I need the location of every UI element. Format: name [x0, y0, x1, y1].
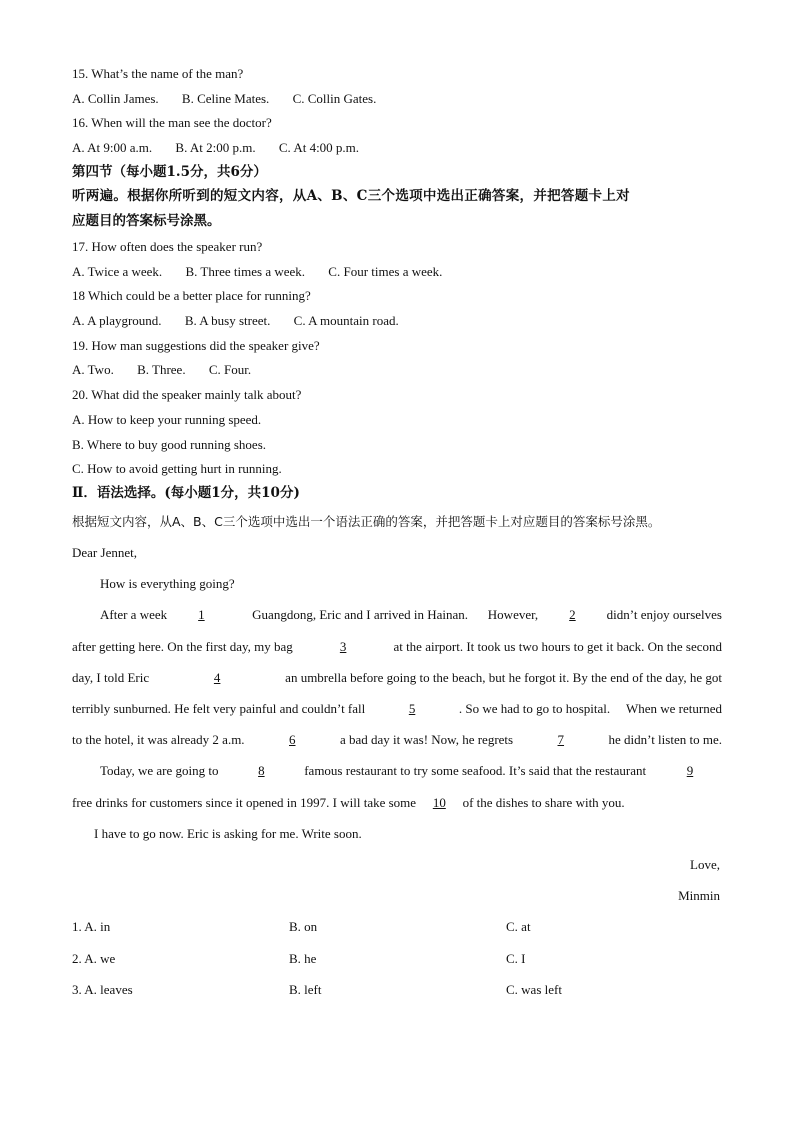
blank-10: 10 — [432, 795, 446, 810]
question-16-stem: 16. When will the man see the doctor? — [72, 115, 272, 130]
letter-paragraph-3: I have to go now. Eric is asking for me. Write soon. — [94, 826, 362, 841]
letter-paragraph-0: How is everything going? — [100, 576, 235, 591]
text: However, 2 didn’t enjoy ourselves — [487, 607, 722, 622]
option-a: A. At 9:00 a.m. — [72, 140, 153, 155]
blank-4: 4 — [213, 670, 221, 685]
question-18-stem: 18 Which could be a better place for running? — [72, 288, 311, 303]
option-c: C. A mountain road. — [293, 313, 399, 328]
question-18-options — [72, 313, 399, 329]
question-20-option-b: B. Where to buy good running shoes. — [72, 437, 267, 452]
section-4-instruction-line2: 应题目的答案标号涂黑。 — [72, 213, 221, 229]
option-c: C. Collin Gates. — [292, 91, 377, 106]
section-4-instruction-line1: 听两遍。根据你所听到的短文内容，从A、B、C三个选项中选出正确答案，并把答题卡上对 — [72, 188, 630, 204]
option-c: C. At 4:00 p.m. — [278, 140, 360, 155]
option-a: A. A playground. — [72, 313, 162, 328]
grammar-option-2c: C. I — [506, 951, 526, 966]
letter-p1-line2 — [72, 639, 722, 655]
option-c: C. Four times a week. — [328, 264, 443, 279]
grammar-option-1a: 1. A. in — [72, 919, 111, 934]
question-19-options — [72, 362, 251, 378]
section-4-title: 第四节（每小题1.5分，共6分） — [72, 164, 267, 180]
question-17-stem: 17. How often does the speaker run? — [72, 239, 263, 254]
question-19-stem: 19. How man suggestions did the speaker give? — [72, 338, 320, 353]
question-20-option-c: C. How to avoid getting hurt in running. — [72, 461, 282, 476]
text: at the airport. It took us two hours to get it back. On the second — [393, 639, 722, 654]
grammar-option-1b: B. on — [289, 919, 318, 934]
question-17-options — [72, 264, 442, 280]
grammar-option-1c: C. at — [506, 919, 531, 934]
question-20-stem: 20. What did the speaker mainly talk about? — [72, 387, 302, 402]
letter-p1-line3 — [72, 670, 722, 686]
text: . So we had to go to hospital. — [458, 701, 611, 716]
option-b: B. Celine Mates. — [181, 91, 270, 106]
text: Guangdong, Eric and I arrived in Hainan. — [252, 607, 469, 622]
blank-6: 6 — [289, 732, 296, 747]
text: after getting here. On the first day, my bag — [72, 639, 293, 654]
option-a: A. Two. — [72, 362, 114, 377]
blank-5: 5 — [408, 701, 416, 716]
grammar-option-2b: B. he — [289, 951, 317, 966]
letter-p2-line1 — [100, 763, 722, 779]
letter-closing: Love, — [690, 857, 720, 872]
option-b: B. Three. — [137, 362, 186, 377]
text: he didn’t listen to me. — [608, 732, 722, 747]
option-b: B. Three times a week. — [185, 264, 306, 279]
grammar-option-2a: 2. A. we — [72, 951, 116, 966]
text: of the dishes to share with you. — [462, 795, 625, 810]
question-16-options — [72, 140, 359, 156]
text: a bad day it was! Now, he regrets — [339, 732, 514, 747]
blank-3: 3 — [339, 639, 347, 654]
text: an umbrella before going to the beach, but he forgot it. By the end of the day, he got — [285, 670, 722, 685]
option-c: C. Four. — [208, 362, 252, 377]
grammar-option-3c: C. was left — [506, 982, 562, 997]
grammar-instruction: 根据短文内容，从A、B、C三个选项中选出一个语法正确的答案，并把答题卡上对应题目的答案标号涂黑。 — [72, 514, 661, 529]
text: When we returned — [625, 701, 722, 716]
text: to the hotel, it was already 2 a.m. — [72, 732, 245, 747]
letter-p1-line4 — [72, 701, 722, 717]
option-b: B. At 2:00 p.m. — [175, 140, 256, 155]
question-15-options — [72, 91, 376, 107]
grammar-option-3b: B. left — [289, 982, 322, 997]
grammar-option-3a: 3. A. leaves — [72, 982, 133, 997]
letter-p1-line1 — [100, 607, 722, 623]
letter-signature: Minmin — [678, 888, 720, 903]
text: day, I told Eric — [72, 670, 150, 685]
question-20-option-a: A. How to keep your running speed. — [72, 412, 262, 427]
option-b: B. A busy street. — [184, 313, 271, 328]
option-a: A. Collin James. — [72, 91, 159, 106]
text: free drinks for customers since it opened in 1997. I will take some — [72, 795, 417, 810]
blank-8: 8 — [258, 763, 265, 778]
letter-p2-line2 — [72, 795, 625, 811]
blank-9: 9 — [686, 763, 694, 778]
letter-p1-line5 — [72, 732, 722, 748]
option-a: A. Twice a week. — [72, 264, 163, 279]
blank-7: 7 — [557, 732, 565, 747]
text: terribly sunburned. He felt very painful and couldn’t fall — [72, 701, 366, 716]
text: After a week 1 — [100, 607, 232, 623]
grammar-section-title: Ⅱ．语法选择。(每小题1分，共10分) — [72, 485, 300, 501]
text: famous restaurant to try some seafood. It’s said that the restaurant — [304, 763, 647, 778]
letter-greeting: Dear Jennet, — [72, 545, 137, 560]
blank-1: 1 — [198, 607, 205, 622]
text: Today, we are going to — [100, 763, 219, 778]
question-15-stem: 15. What’s the name of the man? — [72, 66, 244, 81]
blank-2: 2 — [569, 607, 576, 622]
